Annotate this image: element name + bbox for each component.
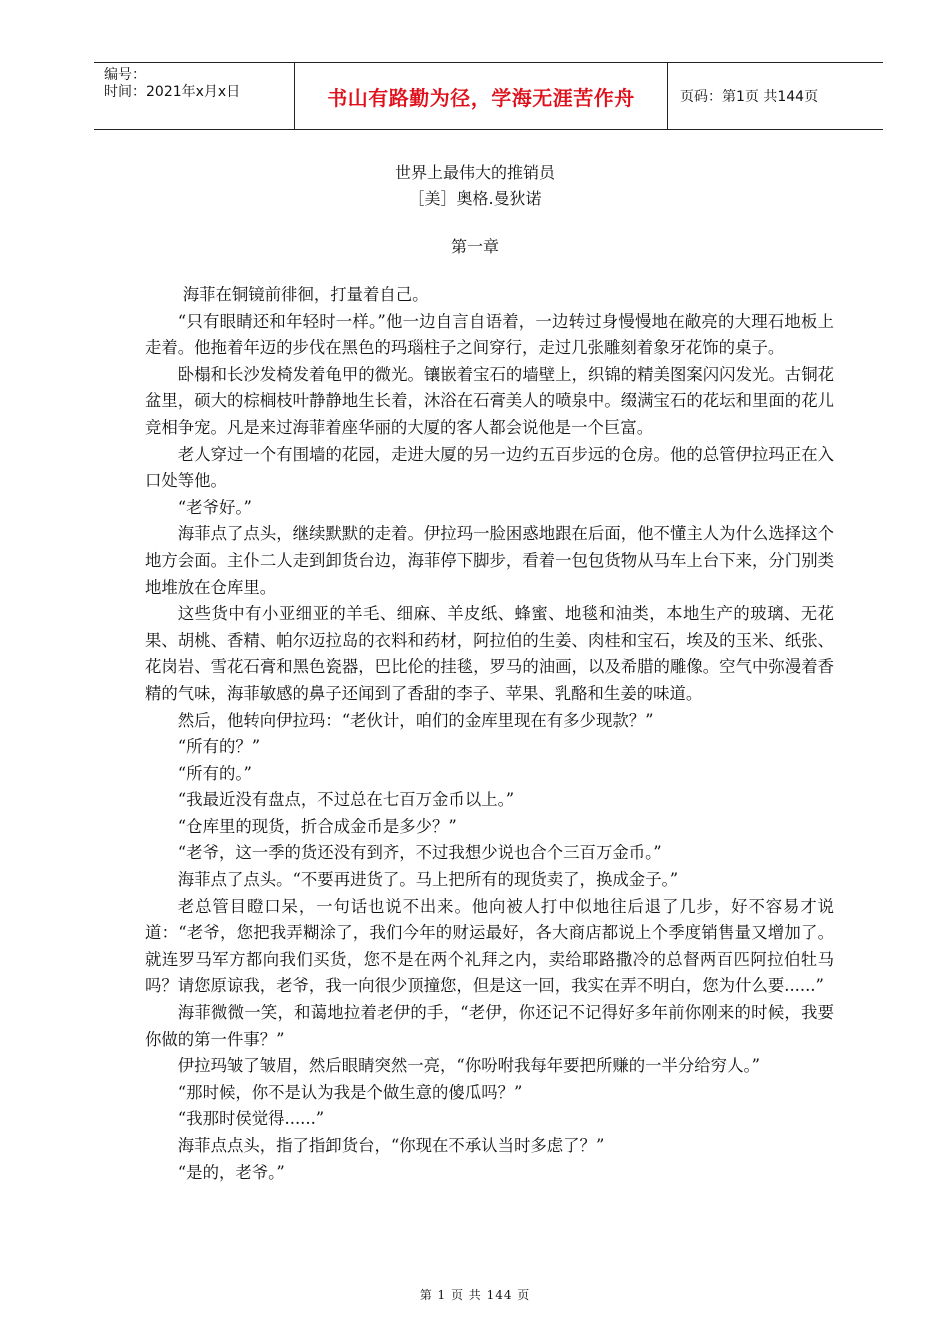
paragraph: “所有的？” [177,737,261,757]
paragraph: “老爷好。” [177,497,252,517]
header-table [94,62,883,130]
paragraph: 海菲微微一笑，和蔼地拉着老伊的手，“老伊，你还记不记得好多年前你刚来的时候，我要你做的第一件事？” [145,1003,834,1049]
paragraph: 老人穿过一个有围墙的花园，走进大厦的另一边约五百步远的仓房。他的总管伊拉玛正在入口处等他。 [145,444,834,491]
chapter-heading: 第一章 [450,237,499,256]
header-meta-cell [94,63,295,129]
paragraph: 卧榻和长沙发椅发着龟甲的微光。镶嵌着宝石的墙壁上，织锦的精美图案闪闪发光。古铜花盆里，硕大的棕榈枝叶静静地生长着，沐浴在石膏美人的喷泉中。缀满宝石的花坛和里面的花儿竞相争宠。凡是来过海菲着座华丽的大厦的客人都会说他是一个巨富。 [145,364,834,437]
paragraph: 这些货中有小亚细亚的羊毛、细麻、羊皮纸、蜂蜜、地毯和油类，本地生产的玻璃、无花果、胡桃、香精、帕尔迈拉岛的衣料和药材，阿拉伯的生姜、肉桂和宝石，埃及的玉米、纸张、花岗岩、雪花石膏和黑色瓷器，巴比伦的挂毯，罗马的油画，以及希腊的雕像。空气中弥漫着香精的气味，海菲敏感的鼻子还闻到了香甜的李子、苹果、乳酪和生姜的味道。 [145,604,834,703]
paragraph: “我那时侯觉得......” [177,1109,325,1129]
document-author: ［美］奥格.曼狄诺 [408,189,542,208]
paragraph: 海菲在铜镜前徘徊，打量着自己。 [182,285,429,304]
header-page-info: 页码：第1页 共144页 [680,89,819,105]
header-motto: 书山有路勤为径，学海无涯苦作舟 [295,63,668,129]
body-text [145,282,834,1186]
paragraph: 然后，他转向伊拉玛：“老伙计，咱们的金库里现在有多少现款？” [177,710,654,730]
paragraph: “只有眼睛还和年轻时一样。”他一边自言自语着，一边转过身慢慢地在敞亮的大理石地板上走着。他拖着年迈的步伐在黑色的玛瑙柱子之间穿行，走过几张雕刻着象牙花饰的桌子。 [145,311,834,358]
paragraph: “老爷，这一季的货还没有到齐，不过我想少说也合个三百万金币。” [177,843,662,863]
number-label: 编号： [104,67,146,83]
time-label: 时间：2021年x月x日 [104,84,241,100]
page-footer: 第 1 页 共 144 页 [419,1288,531,1302]
paragraph: “是的，老爷。” [177,1162,285,1182]
paragraph: 老总管目瞪口呆，一句话也说不出来。他向被人打中似地往后退了几步，好不容易才说道：“老爷，您把我弄糊涂了，我们今年的财运最好，各大商店都说上个季度销售量又增加了。就连罗马军方都向我们买货，您不是在两个礼拜之内，卖给耶路撒冷的总督两百匹阿拉伯牡马吗？请您原谅我，老爷，我一向很少顶撞您，但是这一回，我实在弄不明白，您为什么要......” [145,896,834,996]
paragraph: 海菲点了点头。“不要再进货了。马上把所有的现货卖了，换成金子。” [177,870,679,890]
paragraph: 海菲点点头，指了指卸货台，“你现在不承认当时多虑了？” [177,1136,605,1155]
paragraph: “所有的。” [177,763,252,783]
paragraph: 伊拉玛皱了皱眉，然后眼睛突然一亮，“你吩咐我每年要把所赚的一半分给穷人。” [177,1056,761,1076]
document-title: 世界上最伟大的推销员 [394,163,555,182]
paragraph: “仓库里的现货，折合成金币是多少？” [177,816,457,836]
paragraph: 海菲点了点头，继续默默的走着。伊拉玛一脸困惑地跟在后面，他不懂主人为什么选择这个地方会面。主仆二人走到卸货台边，海菲停下脚步，看着一包包货物从马车上台下来，分门别类地堆放在仓库里。 [145,524,834,597]
paragraph: “那时候，你不是认为我是个做生意的傻瓜吗？” [177,1082,523,1102]
paragraph: “我最近没有盘点，不过总在七百万金币以上。” [177,790,515,810]
